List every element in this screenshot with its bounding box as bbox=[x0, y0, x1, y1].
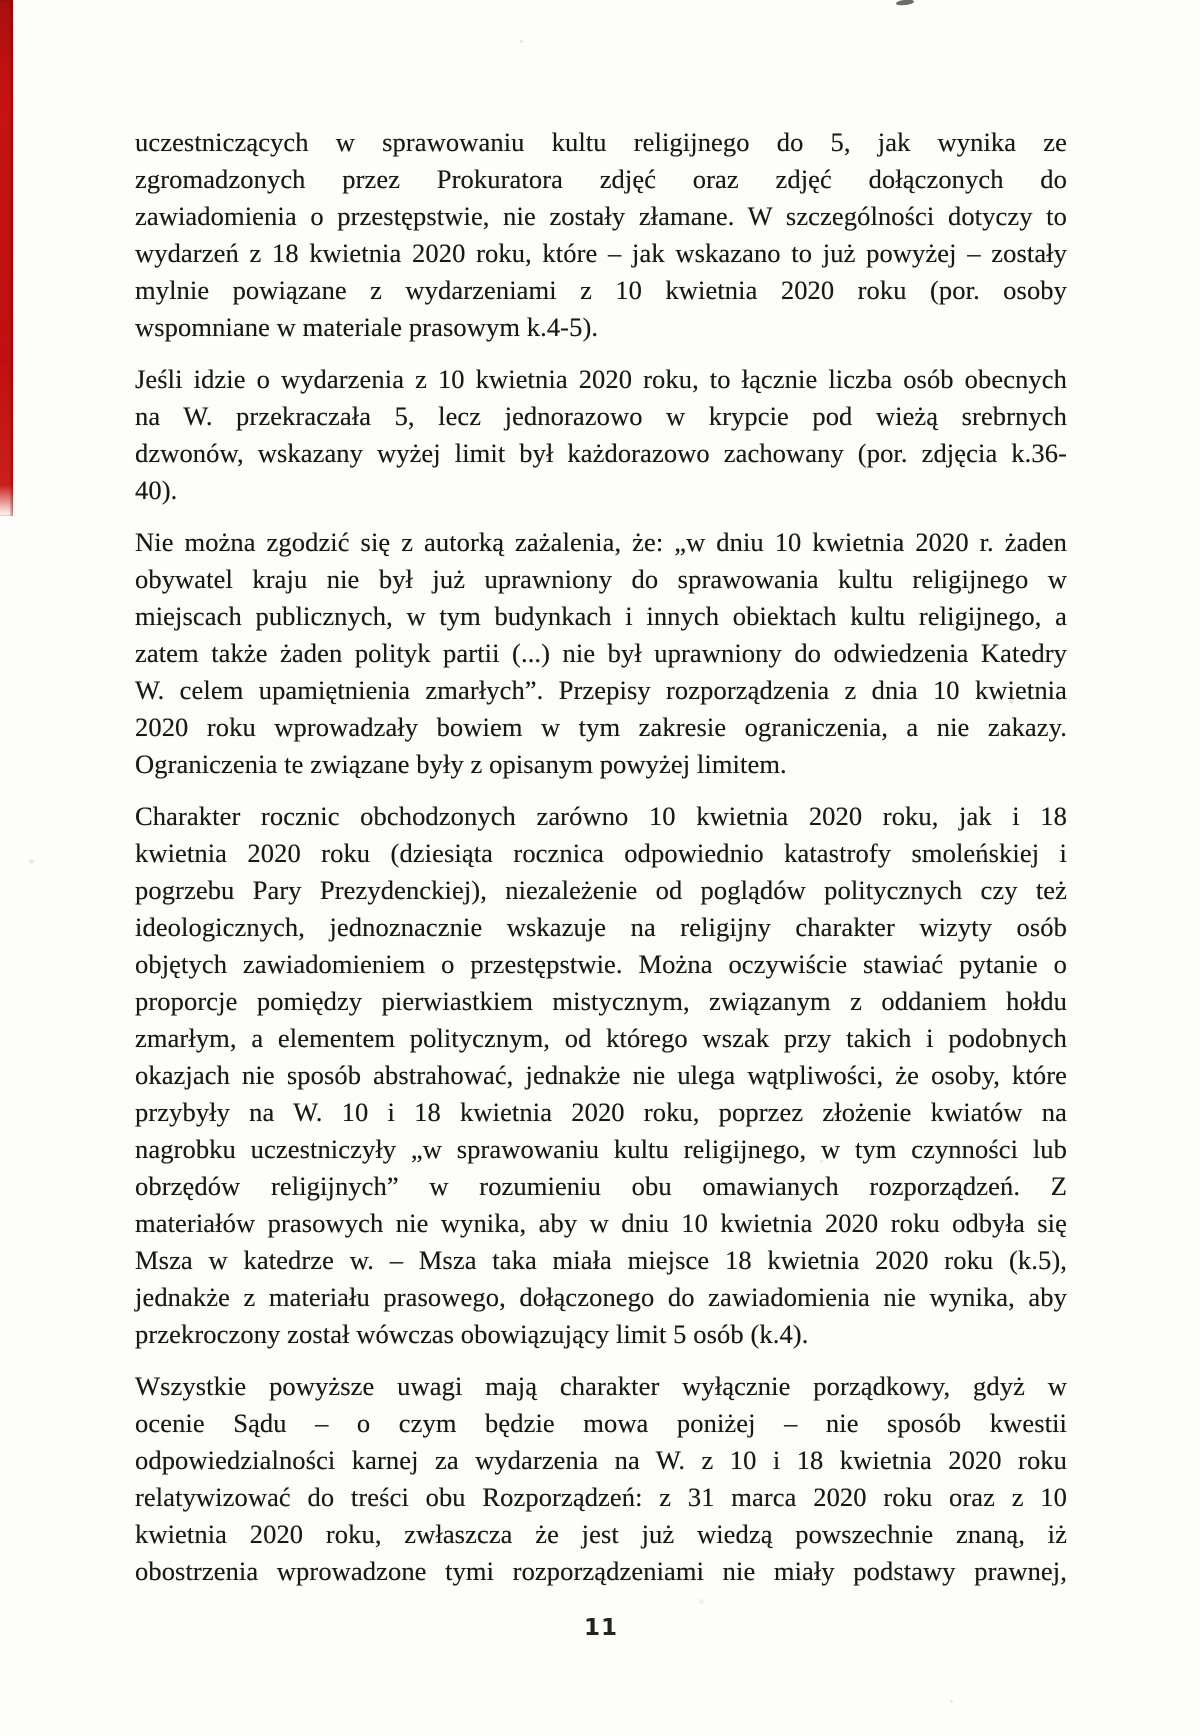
text-line: Msza w katedrze w. – Msza taka miała miejsce 18 kwietnia 2020 roku (k.5), bbox=[135, 1245, 1067, 1275]
text-line: zatem także żaden polityk partii (...) nie był uprawniony do odwiedzenia Katedry bbox=[135, 638, 1067, 668]
text-line: Wszystkie powyższe uwagi mają charakter wyłącznie porządkowy, gdyż w bbox=[135, 1371, 1067, 1401]
page-number: 11 bbox=[583, 1615, 618, 1641]
text-line: pogrzebu Pary Prezydenckiej), niezależenie od poglądów politycznych czy też bbox=[135, 875, 1067, 905]
text-line: Charakter rocznic obchodzonych zarówno 10 kwietnia 2020 roku, jak i 18 bbox=[135, 801, 1067, 831]
text-line: materiałów prasowych nie wynika, aby w dniu 10 kwietnia 2020 roku odbyła się bbox=[135, 1208, 1067, 1238]
scan-noise bbox=[520, 40, 523, 43]
text-line: dzwonów, wskazany wyżej limit był każdorazowo zachowany (por. zdjęcia k.36- bbox=[135, 438, 1067, 468]
text-line: obrzędów religijnych” w rozumieniu obu omawianych rozporządzeń. Z bbox=[135, 1171, 1067, 1201]
paragraph bbox=[135, 798, 1067, 1353]
text-line: nagrobku uczestniczyły „w sprawowaniu kultu religijnego, w tym czynności lub bbox=[135, 1134, 1067, 1164]
text-line: 40). bbox=[135, 475, 178, 505]
text-line: objętych zawiadomieniem o przestępstwie. Można oczywiście stawiać pytanie o bbox=[135, 949, 1067, 979]
text-line: ocenie Sądu – o czym będzie mowa poniżej – nie sposób kwestii bbox=[135, 1408, 1067, 1438]
text-line: obywatel kraju nie był już uprawniony do sprawowania kultu religijnego w bbox=[135, 564, 1067, 594]
text-line: kwietnia 2020 roku, zwłaszcza że jest już wiedzą powszechnie znaną, iż bbox=[135, 1519, 1067, 1549]
text-line: zmarłym, a elementem politycznym, od którego wszak przy takich i podobnych bbox=[135, 1023, 1067, 1053]
text-block bbox=[135, 124, 1067, 1605]
paragraph bbox=[135, 524, 1067, 783]
text-line: zgromadzonych przez Prokuratora zdjęć oraz zdjęć dołączonych do bbox=[135, 164, 1067, 194]
text-line: uczestniczących w sprawowaniu kultu religijnego do 5, jak wynika ze bbox=[135, 127, 1067, 157]
text-line: Jeśli idzie o wydarzenia z 10 kwietnia 2020 roku, to łącznie liczba osób obecnych bbox=[135, 364, 1067, 394]
paragraph bbox=[135, 124, 1067, 346]
text-line: ideologicznych, jednoznacznie wskazuje na religijny charakter wizyty osób bbox=[135, 912, 1067, 942]
text-line: wspomniane w materiale prasowym k.4-5). bbox=[135, 312, 599, 342]
text-line: na W. przekraczała 5, lecz jednorazowo w krypcie pod wieżą srebrnych bbox=[135, 401, 1067, 431]
text-line: kwietnia 2020 roku (dziesiąta rocznica odpowiednio katastrofy smoleńskiej i bbox=[135, 838, 1067, 868]
text-line: 2020 roku wprowadzały bowiem w tym zakresie ograniczenia, a nie zakazy. bbox=[135, 712, 1067, 742]
text-line: obostrzenia wprowadzone tymi rozporządzeniami nie miały podstawy prawnej, bbox=[135, 1556, 1067, 1586]
scan-speck bbox=[896, 0, 914, 6]
text-line: jednakże z materiału prasowego, dołączonego do zawiadomienia nie wynika, aby bbox=[135, 1282, 1067, 1312]
text-line: okazjach nie sposób abstrahować, jednakże nie ulega wątpliwości, że osoby, które bbox=[135, 1060, 1067, 1090]
text-line: Nie można zgodzić się z autorką zażalenia, że: „w dniu 10 kwietnia 2020 r. żaden bbox=[135, 527, 1067, 557]
paragraph bbox=[135, 1368, 1067, 1590]
text-line: W. celem upamiętnienia zmarłych”. Przepisy rozporządzenia z dnia 10 kwietnia bbox=[135, 675, 1067, 705]
text-line: miejscach publicznych, w tym budynkach i innych obiektach kultu religijnego, a bbox=[135, 601, 1067, 631]
text-line: relatywizować do treści obu Rozporządzeń: z 31 marca 2020 roku oraz z 10 bbox=[135, 1482, 1067, 1512]
scan-edge-artifact bbox=[0, 0, 13, 516]
text-line: proporcje pomiędzy pierwiastkiem mistycznym, związanym z oddaniem hołdu bbox=[135, 986, 1067, 1016]
text-line: mylnie powiązane z wydarzeniami z 10 kwietnia 2020 roku (por. osoby bbox=[135, 275, 1067, 305]
text-line: wydarzeń z 18 kwietnia 2020 roku, które – jak wskazano to już powyżej – zostały bbox=[135, 238, 1067, 268]
text-line: zawiadomienia o przestępstwie, nie zostały złamane. W szczególności dotyczy to bbox=[135, 201, 1067, 231]
paragraph bbox=[135, 361, 1067, 509]
text-line: przekroczony został wówczas obowiązujący limit 5 osób (k.4). bbox=[135, 1319, 809, 1349]
text-line: odpowiedzialności karnej za wydarzenia na W. z 10 i 18 kwietnia 2020 roku bbox=[135, 1445, 1067, 1475]
text-line: Ograniczenia te związane były z opisanym powyżej limitem. bbox=[135, 749, 787, 779]
text-line: przybyły na W. 10 i 18 kwietnia 2020 roku, poprzez złożenie kwiatów na bbox=[135, 1097, 1067, 1127]
